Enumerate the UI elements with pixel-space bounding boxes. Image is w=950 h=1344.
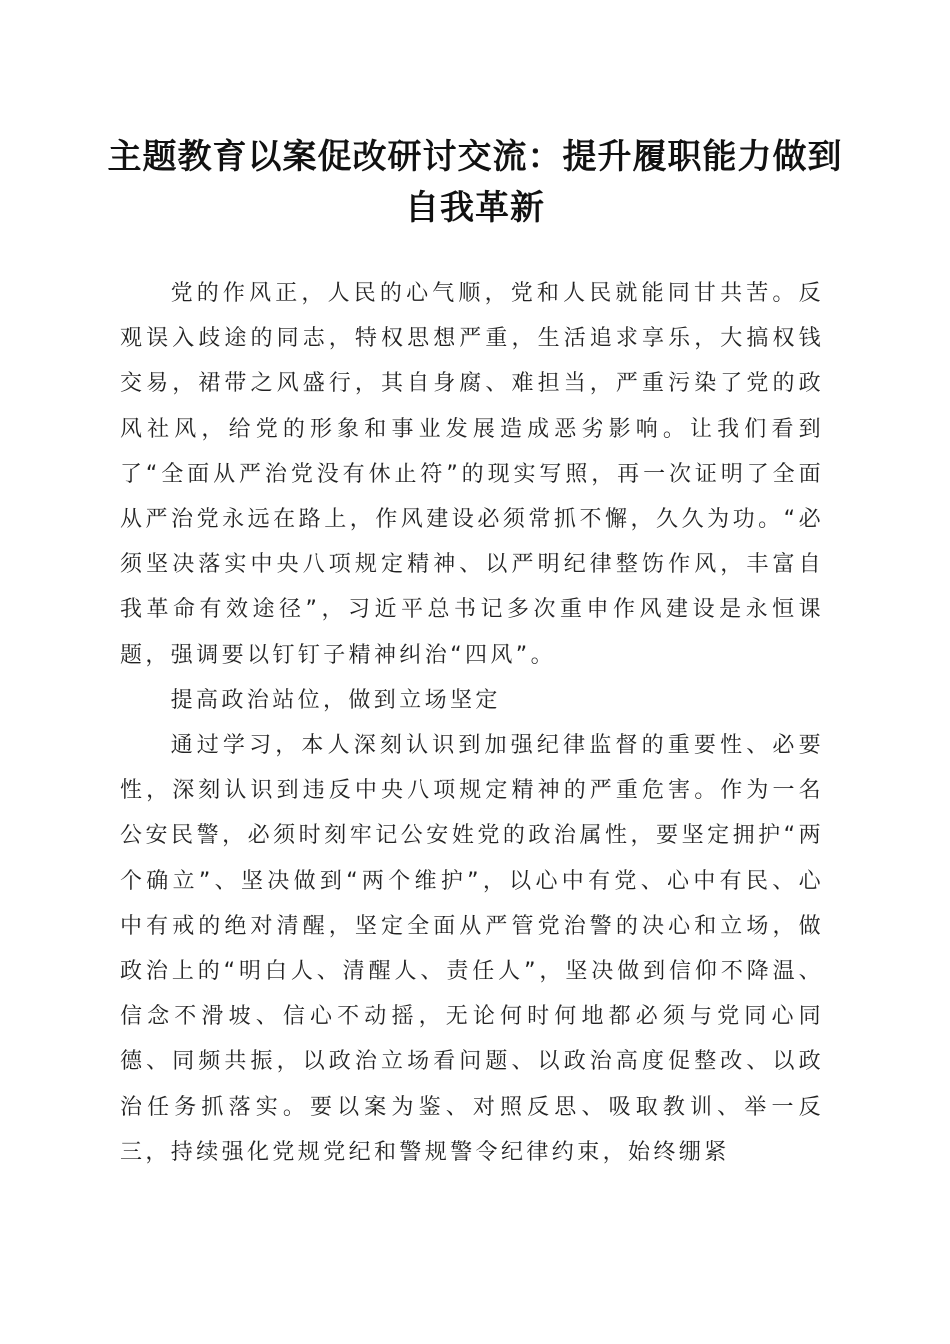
section-heading-political-stance: 提高政治站位，做到立场坚定 <box>170 687 501 713</box>
document-body <box>120 271 824 1175</box>
document-title: 主题教育以案促改研讨交流：提升履职能力做到自我革新 <box>107 137 843 228</box>
body-paragraph-study: 通过学习，本人深刻认识到加强纪律监督的重要性、必要性，深刻认识到违反中央八项规定精神的严重危害。作为一名公安民警，必须时刻牢记公安姓党的政治属性，要坚定拥护“两个确立”、坚决做到“两个维护”，以心中有党、心中有民、心中有戒的绝对清醒，坚定全面从严管党治警的决心和立场，做政治上的“明白人、清醒人、责任人”，坚决做到信仰不降温、信念不滑坡、信心不动摇，无论何时何地都必须与党同心同德、同频共振，以政治立场看问题、以政治高度促整改、以政治任务抓落实。要以案为鉴、对照反思、吸取教训、举一反三，持续强化党规党纪和警规警令纪律约束，始终绷紧 <box>120 733 824 1165</box>
body-paragraph-intro: 党的作风正，人民的心气顺，党和人民就能同甘共苦。反观误入歧途的同志，特权思想严重，生活追求享乐，大搞权钱交易，裙带之风盛行，其自身腐、难担当，严重污染了党的政风社风，给党的形象和事业发展造成恶劣影响。让我们看到了“全面从严治党没有休止符”的现实写照，再一次证明了全面从严治党永远在路上，作风建设必须常抓不懈，久久为功。“必须坚决落实中央八项规定精神、以严明纪律整饬作风，丰富自我革命有效途径”，习近平总书记多次重申作风建设是永恒课题，强调要以钉钉子精神纠治“四风”。 <box>120 281 824 668</box>
